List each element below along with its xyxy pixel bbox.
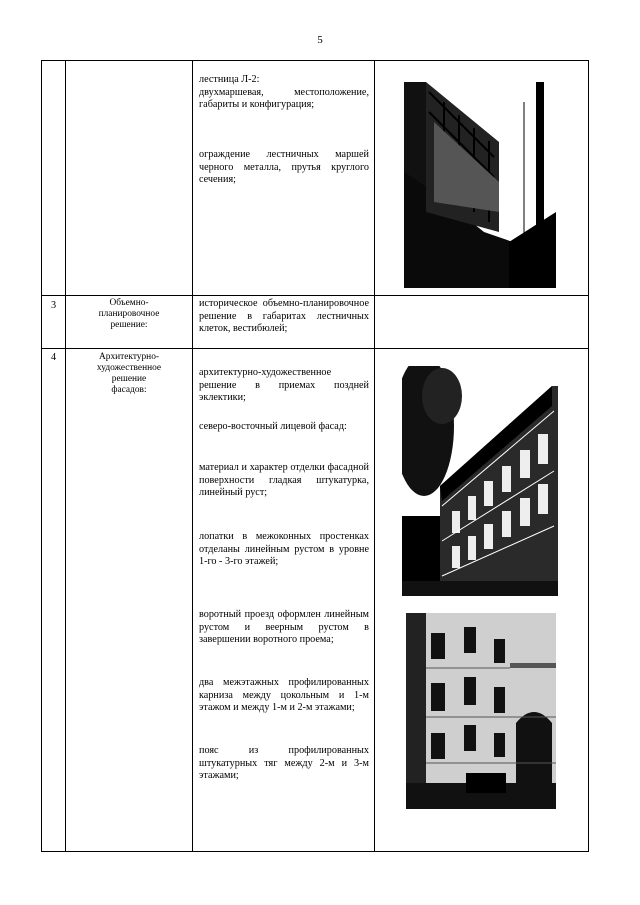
cell-description: северо-восточный лицевой фасад: bbox=[199, 421, 347, 432]
cell-description: историческое объемно-планировочное решение в габаритах лестничных клеток, вестибюлей; bbox=[199, 298, 369, 335]
row-title: Объемно- планировочное решение: bbox=[98, 298, 160, 330]
cell-description: пояс из профилированных штукатурных тяг между 2-м и 3-м этажами; bbox=[199, 745, 369, 782]
table-border-right bbox=[588, 60, 589, 852]
table-border-left bbox=[41, 60, 42, 852]
cell-description: архитектурно-художественное решение в приемах поздней эклектики; bbox=[199, 367, 369, 404]
page-number: 5 bbox=[317, 34, 323, 46]
staircase-photo bbox=[404, 82, 556, 288]
row-number: 4 bbox=[50, 352, 57, 363]
row-divider bbox=[41, 295, 589, 296]
row-number: 3 bbox=[50, 300, 57, 311]
table-border-top bbox=[41, 60, 589, 61]
cell-description: лопатки в межоконных простенках отделаны линейным рустом в уровне 1-го - 3-го этажей; bbox=[199, 531, 369, 568]
table-border-bottom bbox=[41, 851, 589, 852]
column-divider bbox=[192, 60, 193, 852]
cell-description: два межэтажных профилированных карниза между цокольным и 1-м этажом и между 1-м и 2-м этажами; bbox=[199, 677, 369, 714]
facade-photo-gate bbox=[406, 613, 556, 809]
cell-description: лестница Л-2: двухмаршевая, местоположение, габариты и конфигурация; bbox=[199, 74, 369, 111]
facade-photo-angle bbox=[402, 366, 558, 596]
column-divider bbox=[65, 60, 66, 852]
cell-description: воротный проезд оформлен линейным рустом и веерным рустом в завершении воротного проема; bbox=[199, 609, 369, 646]
cell-description: материал и характер отделки фасадной поверхности гладкая штукатурка, линейный руст; bbox=[199, 462, 369, 499]
column-divider bbox=[374, 60, 375, 852]
row-title: Архитектурно- художественное решение фасадов: bbox=[96, 352, 162, 395]
row-divider bbox=[41, 348, 589, 349]
cell-description: ограждение лестничных маршей черного металла, прутья круглого сечения; bbox=[199, 149, 369, 186]
